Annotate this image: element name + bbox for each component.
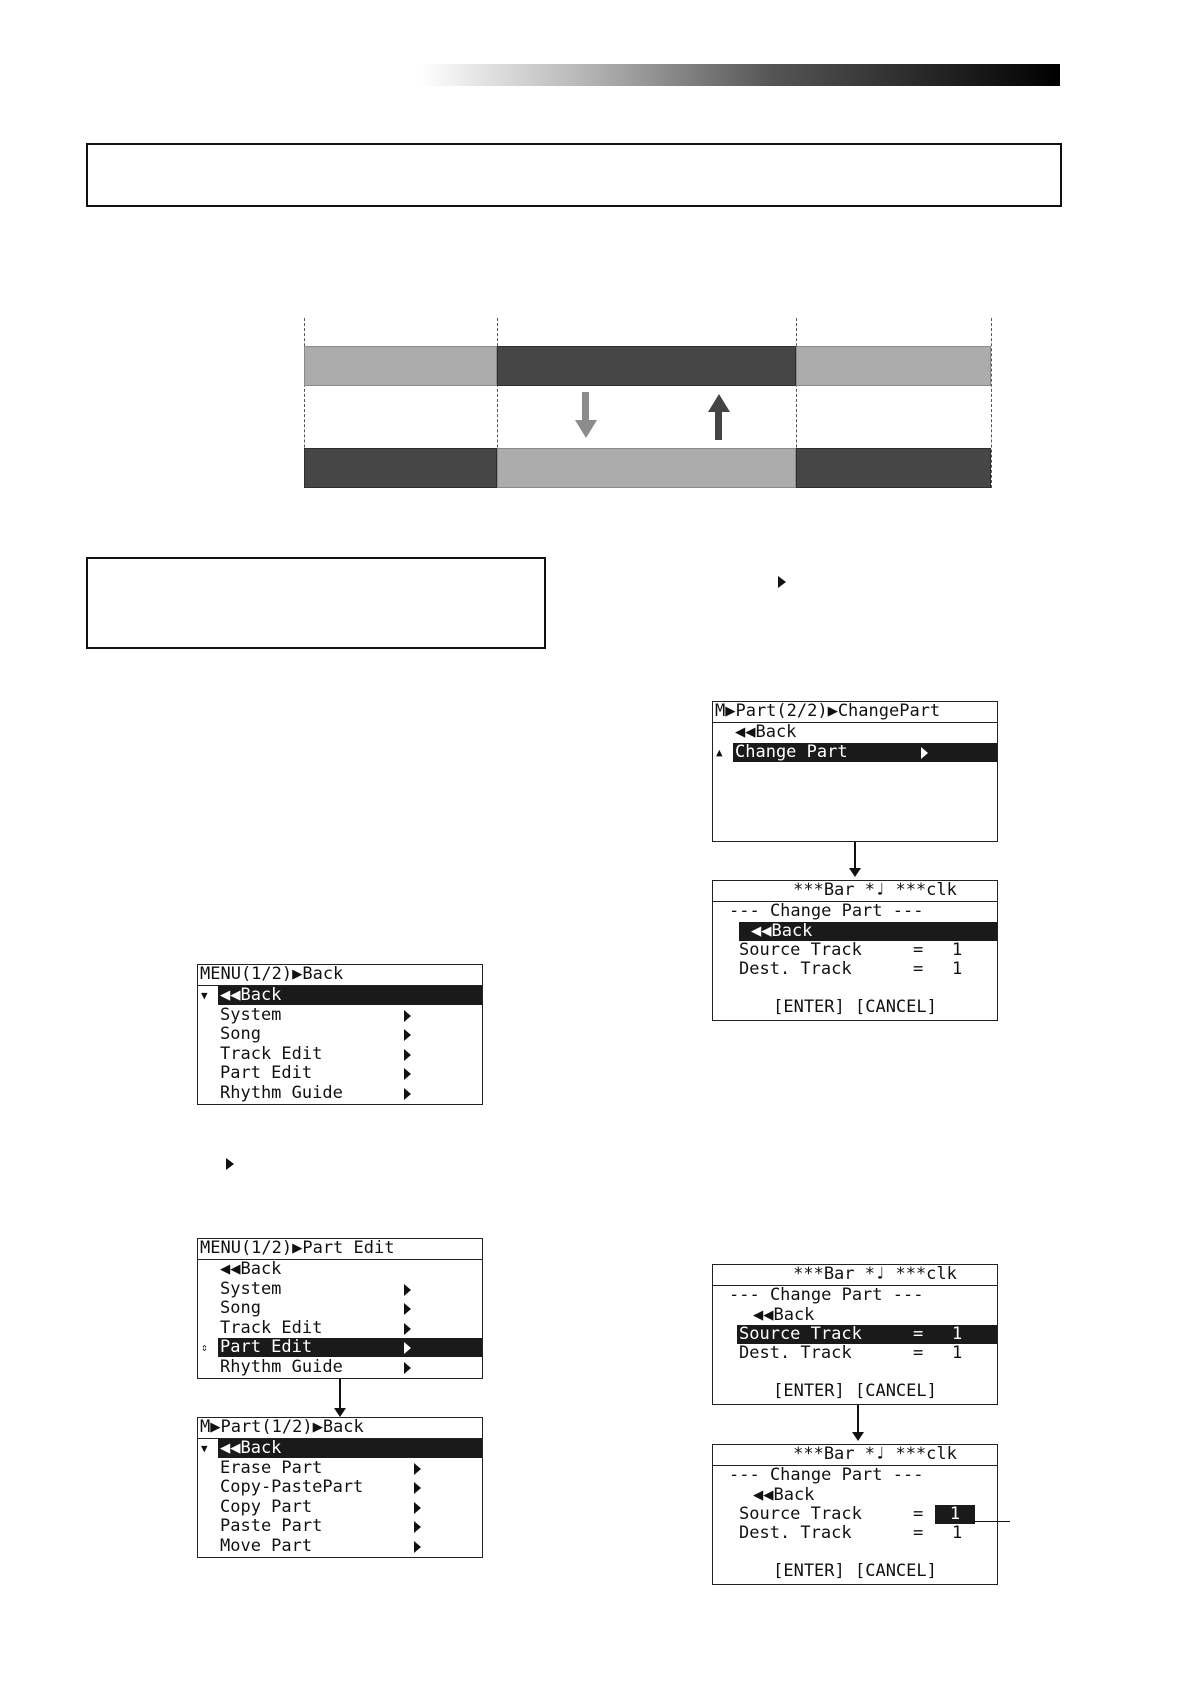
dialog-title: --- Change Part --- (729, 1465, 924, 1485)
equals-sign: = (913, 1504, 924, 1524)
back-item[interactable] (739, 922, 997, 941)
bottom-track-right (796, 448, 991, 488)
lcd-menu-item-label: Track Edit (220, 1043, 323, 1064)
scroll-indicator-icon: ▼ (201, 1442, 208, 1455)
footer-buttons[interactable]: [ENTER] [CANCEL] (773, 1561, 937, 1581)
submenu-arrow-icon (404, 1284, 411, 1296)
lcd-menu-item[interactable] (218, 1299, 482, 1318)
dialog-title: --- Change Part --- (729, 1285, 924, 1305)
lcd-menu-item-label: Song (220, 1024, 261, 1044)
play-bullet-icon (778, 576, 786, 588)
lcd-menu-item[interactable] (218, 1517, 482, 1536)
bottom-track-part (497, 448, 796, 488)
lcd-menu-item-label: Copy Part (220, 1496, 313, 1517)
back-item-label: ◀◀Back (751, 921, 813, 941)
connector-line (854, 842, 856, 869)
dest-track-field[interactable] (737, 960, 997, 979)
source-track-field[interactable] (737, 1505, 997, 1524)
dest-track-field-value[interactable]: 1 (952, 1523, 963, 1543)
dest-track-field[interactable] (737, 1524, 997, 1543)
lcd-menu-back-screen (197, 964, 483, 1105)
top-track-right (796, 346, 991, 386)
lcd-menu-item[interactable] (218, 1537, 482, 1556)
lcd-menu-item[interactable] (218, 1319, 482, 1338)
lcd-menu-item-label: Rhythm Guide (220, 1356, 343, 1377)
lcd-menu-item-label: System (220, 1004, 282, 1025)
submenu-arrow-icon (404, 1323, 411, 1335)
lcd-menu-item-label: ◀◀Back (220, 1259, 282, 1279)
back-item[interactable] (751, 1486, 997, 1505)
footer-buttons[interactable]: [ENTER] [CANCEL] (773, 1381, 937, 1401)
lcd-menu-part-edit-screen (197, 1238, 483, 1379)
submenu-arrow-icon (404, 1049, 411, 1061)
submenu-arrow-icon (404, 1362, 411, 1374)
lcd-title: MENU(1/2)▶Part Edit (198, 1239, 482, 1260)
back-item-label: ◀◀Back (753, 1305, 815, 1325)
source-track-field-label: Source Track (739, 1324, 862, 1344)
arrow-down-icon (574, 392, 598, 440)
lcd-menu-item-label: Song (220, 1298, 261, 1318)
lcd-menu-item[interactable] (716, 741, 997, 762)
submenu-arrow-icon (414, 1541, 421, 1553)
source-track-field-value[interactable]: 1 (952, 1324, 963, 1344)
source-track-field-value[interactable]: 1 (952, 940, 963, 960)
lcd-menu-item-label: Track Edit (220, 1317, 323, 1338)
lcd-menu-item-label: Part Edit (220, 1063, 313, 1083)
lcd-menu-item-label: Erase Part (220, 1457, 323, 1478)
footer-buttons[interactable]: [ENTER] [CANCEL] (773, 997, 937, 1017)
lcd-menu-item[interactable] (201, 1438, 482, 1458)
equals-sign: = (913, 959, 924, 979)
lcd-menu-item[interactable] (733, 723, 997, 742)
back-item-label: ◀◀Back (753, 1485, 815, 1505)
lcd-change-part-source-row-screen (712, 1264, 998, 1405)
lcd-menu-item-label: Copy-PastePart (220, 1477, 364, 1497)
source-track-field[interactable] (737, 941, 997, 960)
lcd-menu-item-label: Move Part (220, 1535, 313, 1556)
lcd-menu-item-label: System (220, 1278, 282, 1299)
scroll-indicator-icon: ▼ (201, 989, 208, 1002)
dest-track-field-value[interactable]: 1 (952, 959, 963, 979)
back-item[interactable] (751, 1306, 997, 1325)
submenu-arrow-icon (414, 1482, 421, 1494)
submenu-arrow-icon (404, 1342, 411, 1354)
lcd-menu-item[interactable] (218, 1064, 482, 1083)
lcd-title: M▶Part(1/2)▶Back (198, 1418, 482, 1439)
lcd-menu-item-label: Part Edit (220, 1337, 313, 1357)
equals-sign: = (913, 940, 924, 960)
lcd-menu-item[interactable] (218, 1025, 482, 1044)
lcd-menu-item-label: Change Part (735, 741, 848, 762)
lcd-menu-item[interactable] (218, 1498, 482, 1517)
lcd-menu-item[interactable] (218, 1478, 482, 1497)
submenu-arrow-icon (414, 1502, 421, 1514)
arrow-up-icon (707, 392, 731, 440)
equals-sign: = (913, 1343, 924, 1363)
boundary-line (991, 318, 992, 488)
lcd-menu-item-label: Paste Part (220, 1516, 323, 1536)
arrow-down-icon (849, 868, 861, 877)
dest-track-field-label: Dest. Track (739, 959, 852, 979)
lcd-menu-item[interactable] (218, 1358, 482, 1377)
equals-sign: = (913, 1523, 924, 1543)
source-track-field-value[interactable]: 1 (935, 1505, 975, 1524)
submenu-arrow-icon (404, 1010, 411, 1022)
top-track-left (304, 346, 497, 386)
play-bullet-icon (226, 1158, 234, 1170)
submenu-arrow-icon (404, 1029, 411, 1041)
lcd-title: M▶Part(2/2)▶ChangePart (713, 702, 997, 723)
callout-line (973, 1521, 1010, 1522)
lcd-menu-item[interactable] (218, 1459, 482, 1478)
lcd-part-1-2-screen (197, 1417, 483, 1558)
lcd-menu-item[interactable] (218, 1045, 482, 1064)
lcd-title: MENU(1/2)▶Back (198, 965, 482, 986)
status-header: ***Bar *♩ ***clk (713, 881, 997, 902)
dest-track-field[interactable] (737, 1344, 997, 1363)
header-gradient-bar (420, 64, 1060, 86)
source-track-field-label: Source Track (739, 940, 862, 960)
equals-sign: = (913, 1324, 924, 1344)
lcd-menu-item[interactable] (201, 985, 482, 1005)
lcd-change-part-back-screen (712, 880, 998, 1021)
source-track-field-label: Source Track (739, 1504, 862, 1524)
submenu-arrow-icon (921, 747, 928, 759)
status-header: ***Bar *♩ ***clk (713, 1265, 997, 1286)
status-header: ***Bar *♩ ***clk (713, 1445, 997, 1466)
note-box (86, 557, 546, 649)
scroll-indicator-icon: ⇕ (201, 1341, 208, 1354)
lcd-menu-item[interactable] (218, 1280, 482, 1299)
lcd-menu-item[interactable] (218, 1084, 482, 1103)
section-title-box (86, 143, 1062, 207)
lcd-menu-item[interactable] (201, 1337, 482, 1357)
dialog-title: --- Change Part --- (729, 901, 924, 921)
submenu-arrow-icon (404, 1088, 411, 1100)
dest-track-field-value[interactable]: 1 (952, 1343, 963, 1363)
connector-line (857, 1405, 859, 1433)
scroll-indicator-icon: ▲ (716, 745, 723, 759)
lcd-menu-item[interactable] (218, 1006, 482, 1025)
lcd-menu-item[interactable] (218, 1260, 482, 1279)
top-track-part (497, 346, 796, 386)
connector-line (339, 1379, 341, 1409)
arrow-down-icon (334, 1408, 346, 1417)
lcd-change-part-source-value-screen (712, 1444, 998, 1585)
lcd-part-2-2-screen (712, 701, 998, 842)
source-track-field[interactable] (737, 1325, 997, 1344)
arrow-down-icon (852, 1432, 864, 1441)
lcd-menu-item-label: ◀◀Back (220, 985, 282, 1005)
bottom-track-left (304, 448, 497, 488)
submenu-arrow-icon (414, 1521, 421, 1533)
submenu-arrow-icon (404, 1068, 411, 1080)
submenu-arrow-icon (404, 1303, 411, 1315)
dest-track-field-label: Dest. Track (739, 1523, 852, 1543)
submenu-arrow-icon (414, 1463, 421, 1475)
lcd-menu-item-label: ◀◀Back (220, 1438, 282, 1458)
lcd-menu-item-label: Rhythm Guide (220, 1082, 343, 1103)
dest-track-field-label: Dest. Track (739, 1343, 852, 1363)
lcd-menu-item-label: ◀◀Back (735, 722, 797, 742)
